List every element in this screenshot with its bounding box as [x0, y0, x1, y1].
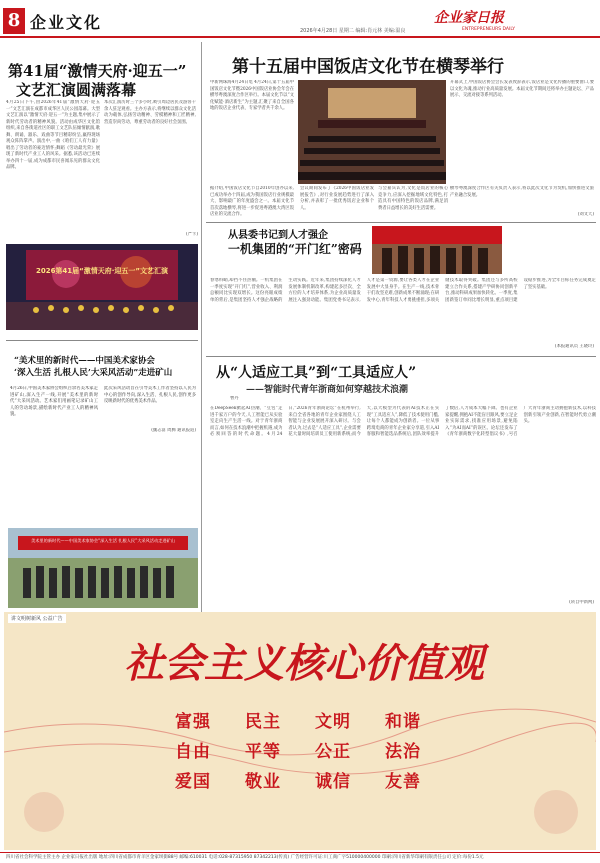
main-body-4: 会议期间发布了《2026中国饭店业发展报告》,对行业发展趋势进行了深入分析,并表彰了一批优秀饭店企业和个人。: [300, 186, 374, 211]
main-body-2: 开幕式上,中国饭店协会会长发表致辞表示,饭店业是文化传播的重要窗口,要以文化为魂,推动行业高质量发展。本届文化节期间还将举办主题论坛、产品展示、交流对接等系列活动。: [450, 80, 594, 98]
banner-title: 社会主义核心价值观: [124, 640, 484, 687]
value-item: 文明: [315, 712, 351, 732]
banner-label: 讲文明树新风 公益广告: [8, 614, 66, 623]
art3-byline: (本报通讯员 王晓玲): [554, 344, 594, 349]
value-item: 富强: [175, 712, 211, 732]
page-header: [0, 0, 600, 42]
section-number: 8: [3, 8, 25, 34]
value-item: 和谐: [385, 712, 421, 732]
art1-stage-banner: 2026第41届“激情天府·迎五一”文艺汇演: [35, 267, 169, 275]
art1-body: 4月25日下午,由2026年41届“激情天府·迎五一”文艺汇演在成都市成华区人民公园落幕。大型文艺汇演以“激情天府·迎五一”为主题,集中展示了新时代劳动者的精神风貌。活动由成华区文化馆组织,来自各街道社区的职工文艺队伍倾情献演,歌舞、朗诵、器乐、戏曲等节目精彩纷呈,赢得现场观众阵阵掌声。演出中,一曲《咱们工人有力量》唱出了劳动者的豪迈情怀;舞蹈《劳动最光荣》展现了新时代产业工人的风采。据悉,该活动已连续举办四十一届,成为成都市民喜闻乐见的群众文化品牌。: [6, 100, 100, 170]
art4-photo-banner: 美术里的新时代——中国美术家协会“深入生活 扎根人民”大采风活动走进矿山: [31, 538, 175, 543]
value-item: 民主: [245, 712, 281, 732]
value-item: 爱国: [175, 772, 211, 792]
divider: [6, 340, 198, 341]
masthead-logo: 企业家日报: [434, 10, 504, 26]
value-item: 平等: [245, 742, 281, 762]
main-body-5: 与会嘉宾认为,文化是饭店业的核心竞争力,应深入挖掘地域文化特色,打造具有中国特色的饭店品牌,满足消费者日益增长的美好生活需要。: [378, 186, 448, 211]
divider: [206, 356, 596, 357]
art1-title-2: 文艺汇演圆满落幕: [16, 81, 137, 99]
values-banner: [4, 612, 596, 850]
art1-body2: 本次汇演历时三个多小时,吸引周边居民及游客千余人驻足观看。主办方表示,将继续以群众文化活动为载体,弘扬劳动精神、劳模精神和工匠精神,营造崇尚劳动、尊重劳动者的良好社会氛围。: [104, 100, 196, 125]
section-title: 企业文化: [30, 13, 103, 32]
masthead-en: ENTREPRENEURS DAILY: [462, 27, 515, 32]
value-item: 法治: [385, 742, 421, 762]
column-divider: [201, 42, 202, 612]
divider: [206, 222, 596, 223]
art3-title-2: 一机集团的“开门红”密码: [228, 242, 362, 256]
art5-title-2: ——智能时代青年浙商如何穿越技术浪潮: [246, 385, 409, 395]
art5-byline: (转自中新网): [569, 600, 594, 605]
art4-body: 此次采风活动旨在引导美术工作者坚持以人民为中心的创作导向,深入生活、扎根人民,创作更多反映新时代的优秀美术作品。: [104, 386, 196, 404]
art3-title-1: 从县委书记到人才强企: [228, 230, 328, 241]
award-illustration: [372, 226, 502, 274]
main-body-1: 中新网珠海4月24日电 4月24日,第十五届中国饭店文化节暨2026中国饭店业协会年会在横琴粤澳深度合作区举行。本届文化节以“文化赋能·酒店新生”为主题,汇聚了来自全国各地的饭店企业代表、专家学者共千余人。: [210, 80, 294, 111]
value-item: 友善: [385, 772, 421, 792]
page-footer: 四川省社会科学院主管主办 企业家日报社出版 地址:四川省成都市青羊区金家坝街88号 邮编:610031 电话:028-87315950 87342213(传真) 广告经营许可证:川工商广字510000400000 印刷:四川省新华印刷有限责任公司 定价:每份1.5元: [0, 852, 600, 862]
art4-group-photo: [8, 528, 198, 608]
conference-illustration: [298, 80, 446, 184]
value-item: 公正: [315, 742, 351, 762]
header-rule: [0, 36, 600, 38]
issue-meta: 2026年4月28日 星期二 编辑:肖元林 美编:温良: [300, 28, 406, 34]
art3-body: 春寒料峭,却挡不住热潮。一机集团在一季度实现“开门红”,营业收入、利润总额同比实现双增长。这份亮眼成绩单的背后,是集团坚持人才强企战略的生动实践。近年来,集团持续深化人才发展体制机制改革,构建起多层次、全方位的人才培养体系,为企业高质量发展注入强劲动能。集团党委书记表示,人才是第一资源,要让各类人才在企业发展中大显身手。在生产一线,技术骨干们攻坚克难,创新成果不断涌现;在研发中心,青年科技人才勇挑重担,多项关键技术取得突破。集团还与多所高校建立合作关系,搭建产学研协同创新平台,推动科研成果加快转化。一季度,集团新签订单同比增长明显,重点项目建设稳步推进,为全年目标任务完成奠定了坚实基础。: [210, 278, 596, 303]
art3-photo: [372, 226, 502, 274]
art1-photo: [6, 244, 198, 330]
art4-title-1: “美术里的新时代——中国美术家协会: [14, 356, 155, 366]
art5-author: 曹丹: [230, 396, 239, 401]
main-body-6: 横琴粤澳深度合作区有关负责人表示,将以此次文化节为契机,加快推进文旅产业融合发展。: [450, 186, 594, 198]
art1-title-1: 第41届“激情天府·迎五一”: [8, 62, 187, 80]
art4-lead: 4月26日,中国美术家协会组织百余名美术家走进矿山,深入生产一线,开展“美术里的新时代”大采风活动。艺术家们用画笔记录矿山工人的劳动场景,描绘新时代产业工人的精神风貌。: [10, 386, 98, 417]
stage-illustration: [6, 244, 198, 330]
value-item: 敬业: [245, 772, 281, 792]
art4-byline: (魏志富 周腾 通讯报道): [151, 428, 196, 433]
art1-caption: (严卡): [186, 232, 198, 237]
main-body-3: 据介绍,中国饭店文化节自2010年创办以来,已成功举办十四届,成为我国饭店行业规模最大、影响最广的年度盛会之一。本届文化节首次落地横琴,将进一步促进粤港澳大湾区饭店业的交流合作。: [210, 186, 294, 217]
art4-title-2: ‘深入生活 扎根人民’大采风活动”走进矿山: [14, 368, 173, 378]
value-item: 自由: [175, 742, 211, 762]
main-byline: (刘文天): [577, 212, 594, 217]
main-photo: [298, 80, 446, 184]
value-item: 诚信: [315, 772, 351, 792]
art5-title-1: 从“人适应工具”到“工具适应人”: [216, 365, 417, 381]
main-headline: 第十五届中国饭店文化节在横琴举行: [232, 57, 504, 77]
art5-body: 在DeepSeek掀起AI热潮、“豆包”走进千家万户的今天,人工智能已从实验室走向生产生活一线。对于青年浙商而言,如何在技术浪潮中把握机遇,成为必须回答的时代命题。4月24日,“2026青年浙商论坛”在杭州举行,来自全省各地的青年企业家围绕人工智能与企业发展展开深入研讨。与会者认为,过去是“人适应工具”,企业需要花大量时间培训员工使用新系统;而今天,以大模型为代表的AI技术正在实现“工具适应人”,降低了技术使用门槛,让每个人都能成为创新者。一位从事跨境电商的青年企业家分享道,引入AI客服和智能选品系统后,团队效率提升了数倍,人力成本大幅下降。也有企业家提醒,拥抱AI不能盲目跟风,要立足企业实际需求,找准应用场景,避免陷入“为AI而AI”的误区。论坛还发布了《青年浙商数字化转型倡议书》,号召广大青年浙商主动拥抱新技术,以科技创新引领产业创新,在智能时代勇立潮头。: [210, 406, 596, 437]
